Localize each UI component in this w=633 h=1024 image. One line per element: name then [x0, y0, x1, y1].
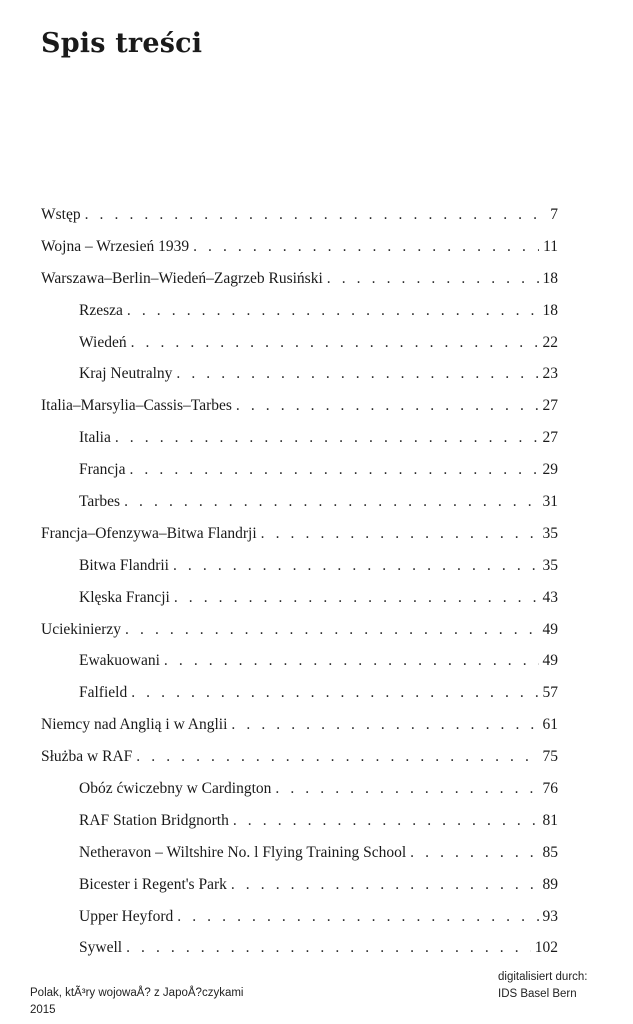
toc-entry-title: Falfield	[79, 684, 128, 702]
toc-entry-page-number: 35	[542, 524, 558, 542]
dot-leader	[231, 716, 538, 734]
toc-entry-page-number: 89	[542, 875, 558, 893]
toc-entry-title: Tarbes	[79, 493, 121, 511]
toc-entry	[41, 621, 558, 653]
toc-entry	[41, 876, 558, 908]
toc-entry-page-number: 57	[542, 684, 558, 702]
dot-leader	[231, 876, 539, 894]
toc-entry-title: Upper Heyford	[79, 907, 174, 925]
dot-leader	[174, 589, 539, 607]
toc-entry	[41, 302, 558, 334]
toc-entry-title: Wiedeń	[79, 333, 127, 351]
dot-leader	[233, 812, 539, 830]
toc-entry	[41, 844, 558, 876]
toc-entry-page-number: 29	[542, 461, 558, 479]
toc-entry-title: Obóz ćwiczebny w Cardington	[79, 780, 272, 798]
toc-entry	[41, 652, 558, 684]
source-year: 2015	[30, 1004, 56, 1016]
dot-leader	[124, 493, 538, 511]
toc-entry-page-number: 18	[542, 301, 558, 319]
source-note	[30, 985, 243, 1019]
toc-entry	[41, 461, 558, 493]
toc-entry	[41, 589, 558, 621]
toc-entry-title: Netheravon – Wiltshire No. l Flying Training School	[79, 843, 407, 861]
toc-entry-page-number: 27	[542, 429, 558, 447]
dot-leader	[115, 429, 539, 447]
toc-entry-title: RAF Station Bridgnorth	[79, 811, 229, 829]
toc-entry	[41, 206, 558, 238]
toc-entry-title: Bitwa Flandrii	[79, 556, 169, 574]
toc-entry-title: Warszawa–Berlin–Wiedeń–Zagrzeb Rusiński	[41, 269, 323, 287]
toc-entry-title: Wstęp	[41, 206, 81, 223]
toc-entry-title: Uciekinierzy	[41, 620, 122, 638]
toc-entry	[41, 397, 558, 429]
toc-entry-page-number: 27	[542, 397, 558, 415]
toc-entry	[41, 908, 558, 940]
toc-entry-title: Bicester i Regent's Park	[79, 875, 227, 893]
toc-entry	[41, 716, 558, 748]
digitized-by-label: digitalisiert durch:	[498, 971, 588, 983]
toc-entry	[41, 684, 558, 716]
toc-entry-title: Kraj Neutralny	[79, 365, 173, 383]
dot-leader	[129, 461, 538, 479]
toc-entry-page-number: 81	[542, 811, 558, 829]
dot-leader	[85, 206, 547, 224]
toc-entry-page-number: 49	[542, 652, 558, 670]
toc-entry-page-number: 35	[542, 556, 558, 574]
dot-leader	[275, 780, 538, 798]
toc-entry	[41, 812, 558, 844]
dot-leader	[410, 844, 538, 862]
toc-entry-title: Ewakuowani	[79, 652, 160, 670]
toc-entry	[41, 270, 558, 302]
toc-entry	[41, 557, 558, 589]
toc-entry-title: Francja	[79, 461, 126, 479]
toc-entry	[41, 748, 558, 780]
dot-leader	[131, 684, 538, 702]
toc-entry-page-number: 7	[550, 206, 558, 223]
toc-entry-page-number: 76	[542, 780, 558, 798]
dot-leader	[327, 270, 539, 288]
toc-entry-page-number: 49	[542, 620, 558, 638]
dot-leader	[193, 238, 539, 256]
digitizer-name: IDS Basel Bern	[498, 988, 577, 1000]
toc-entry-page-number: 31	[542, 493, 558, 511]
dot-leader	[127, 302, 539, 320]
table-of-contents	[41, 206, 558, 971]
toc-entry-title: Italia	[79, 429, 111, 447]
toc-entry-page-number: 93	[542, 907, 558, 925]
dot-leader	[176, 365, 538, 383]
toc-entry	[41, 238, 558, 270]
dot-leader	[126, 939, 531, 957]
dot-leader	[173, 557, 539, 575]
toc-entry-title: Wojna – Wrzesień 1939	[41, 237, 190, 255]
dot-leader	[261, 525, 539, 543]
dot-leader	[131, 334, 539, 352]
toc-entry-page-number: 18	[542, 269, 558, 287]
digitization-note	[498, 969, 587, 1003]
dot-leader	[125, 621, 538, 639]
toc-entry-title: Służba w RAF	[41, 748, 133, 766]
toc-entry-title: Niemcy nad Anglią i w Anglii	[41, 716, 228, 734]
dot-leader	[164, 652, 539, 670]
toc-entry-page-number: 61	[542, 716, 558, 734]
source-title: Polak, ktÃ³ry wojowaÅ? z JapoÅ?czykami	[30, 987, 244, 999]
toc-entry-title: Francja–Ofenzywa–Bitwa Flandrji	[41, 524, 257, 542]
toc-entry-page-number: 22	[542, 333, 558, 351]
toc-entry-title: Italia–Marsylia–Cassis–Tarbes	[41, 397, 232, 415]
toc-entry	[41, 525, 558, 557]
toc-entry-title: Sywell	[79, 939, 123, 957]
toc-entry	[41, 365, 558, 397]
dot-leader	[136, 748, 538, 766]
toc-entry-page-number: 11	[543, 237, 558, 255]
toc-entry-page-number: 23	[542, 365, 558, 383]
toc-entry-title: Rzesza	[79, 301, 123, 319]
toc-entry-page-number: 43	[542, 588, 558, 606]
toc-entry	[41, 334, 558, 366]
toc-entry	[41, 939, 558, 971]
dot-leader	[177, 908, 538, 926]
toc-entry-page-number: 102	[534, 939, 558, 957]
page-title: Spis treści	[41, 28, 203, 59]
toc-entry-page-number: 85	[542, 843, 558, 861]
toc-entry-page-number: 75	[542, 748, 558, 766]
toc-entry-title: Klęska Francji	[79, 588, 170, 606]
toc-entry	[41, 429, 558, 461]
toc-entry	[41, 780, 558, 812]
dot-leader	[236, 397, 539, 415]
toc-entry	[41, 493, 558, 525]
